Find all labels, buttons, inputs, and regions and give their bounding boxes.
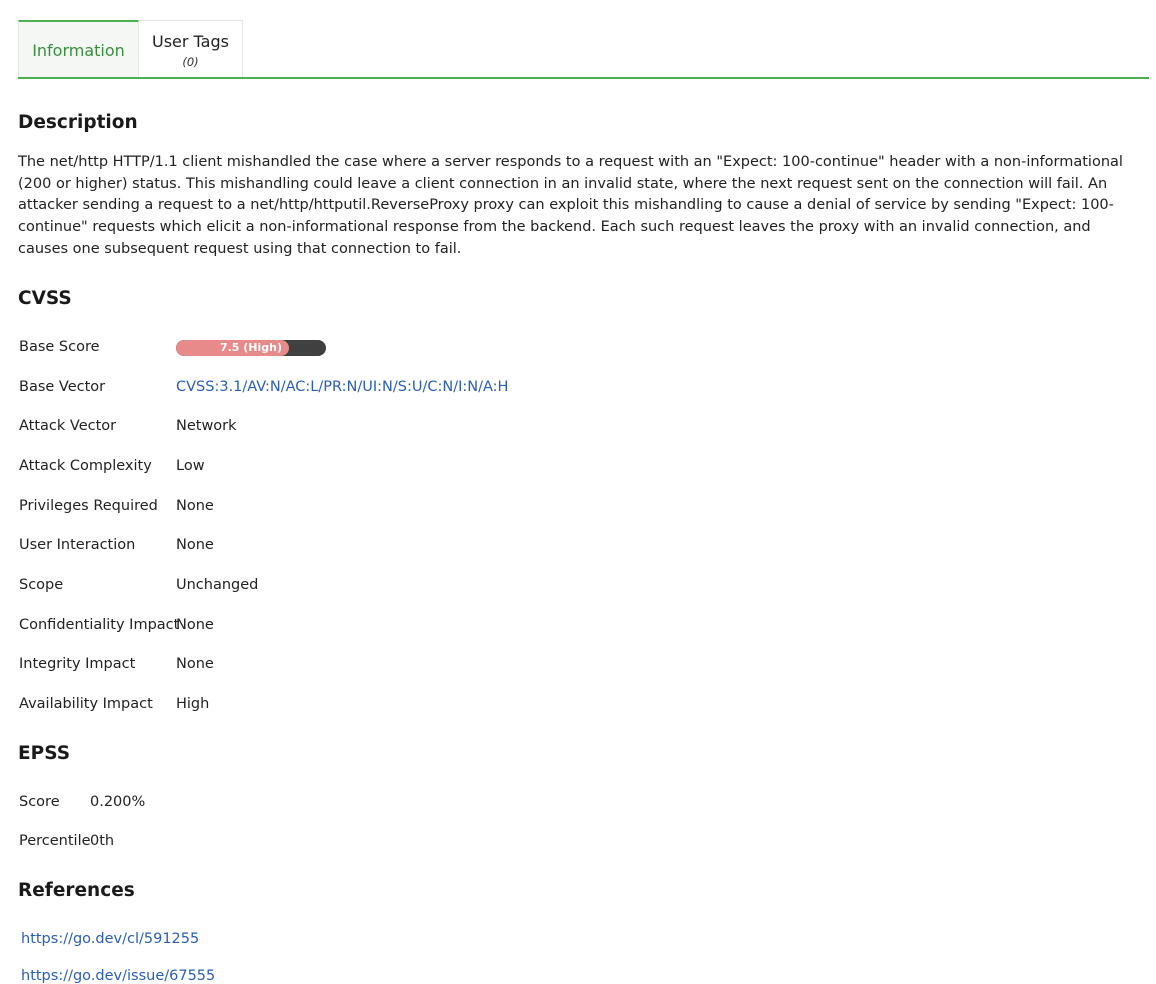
base-vector-label: Base Vector xyxy=(19,379,106,395)
tab-user-tags-count: (0) xyxy=(182,55,199,69)
tab-bar xyxy=(18,20,1149,79)
epss-percentile-label: Percentile xyxy=(19,833,91,849)
user-interaction-label: User Interaction xyxy=(19,537,136,553)
description-text: The net/http HTTP/1.1 client mishandled the case where a server responds to a request with an "Expect: 100-continue" header with a non-informational (200 or higher) status. This mishandling could leave a client connection in an invalid state, where the next request sent on the connection will fail. An attacker sending a request to a net/http/httputil.ReverseProxy proxy can exploit this mishandling to cause a denial of service by sending "Expect: 100-continue" requests which elicit a non-informational response from the backend. Each such request leaves the proxy with an invalid connection, and causes one subsequent request using that connection to fail. xyxy=(18,154,1123,257)
availability-impact-label: Availability Impact xyxy=(19,696,153,712)
confidentiality-impact-value: None xyxy=(176,617,214,633)
references-heading: References xyxy=(18,880,135,901)
base-score-text: 7.5 (High) xyxy=(219,341,283,354)
epss-percentile-value: 0th xyxy=(90,833,115,849)
base-score-label: Base Score xyxy=(19,339,100,355)
description-heading: Description xyxy=(18,112,138,133)
base-score-bar xyxy=(176,340,326,356)
epss-heading: EPSS xyxy=(18,743,71,764)
privileges-required-value: None xyxy=(176,498,214,514)
integrity-impact-value: None xyxy=(176,656,214,672)
privileges-required-label: Privileges Required xyxy=(19,498,158,514)
epss-score-label: Score xyxy=(19,794,60,810)
cvss-heading: CVSS xyxy=(18,288,72,309)
attack-complexity-label: Attack Complexity xyxy=(19,458,152,474)
epss-score-value: 0.200% xyxy=(90,794,146,810)
reference-link[interactable]: https://go.dev/cl/591255 xyxy=(21,931,200,947)
confidentiality-impact-label: Confidentiality Impact xyxy=(19,617,180,633)
tab-information-label: Information xyxy=(32,41,125,60)
attack-complexity-value: Low xyxy=(176,458,205,474)
reference-link[interactable]: https://go.dev/issue/67555 xyxy=(21,968,216,984)
attack-vector-value: Network xyxy=(176,418,237,434)
tab-user-tags-label: User Tags xyxy=(152,32,229,51)
availability-impact-value: High xyxy=(176,696,210,712)
attack-vector-label: Attack Vector xyxy=(19,418,117,434)
base-vector-link[interactable]: CVSS:3.1/AV:N/AC:L/PR:N/UI:N/S:U/C:N/I:N/A:H xyxy=(176,379,509,395)
user-interaction-value: None xyxy=(176,537,214,553)
integrity-impact-label: Integrity Impact xyxy=(19,656,136,672)
scope-label: Scope xyxy=(19,577,64,593)
tab-user-tags[interactable] xyxy=(139,20,243,77)
tab-information[interactable] xyxy=(18,20,139,77)
scope-value: Unchanged xyxy=(176,577,259,593)
